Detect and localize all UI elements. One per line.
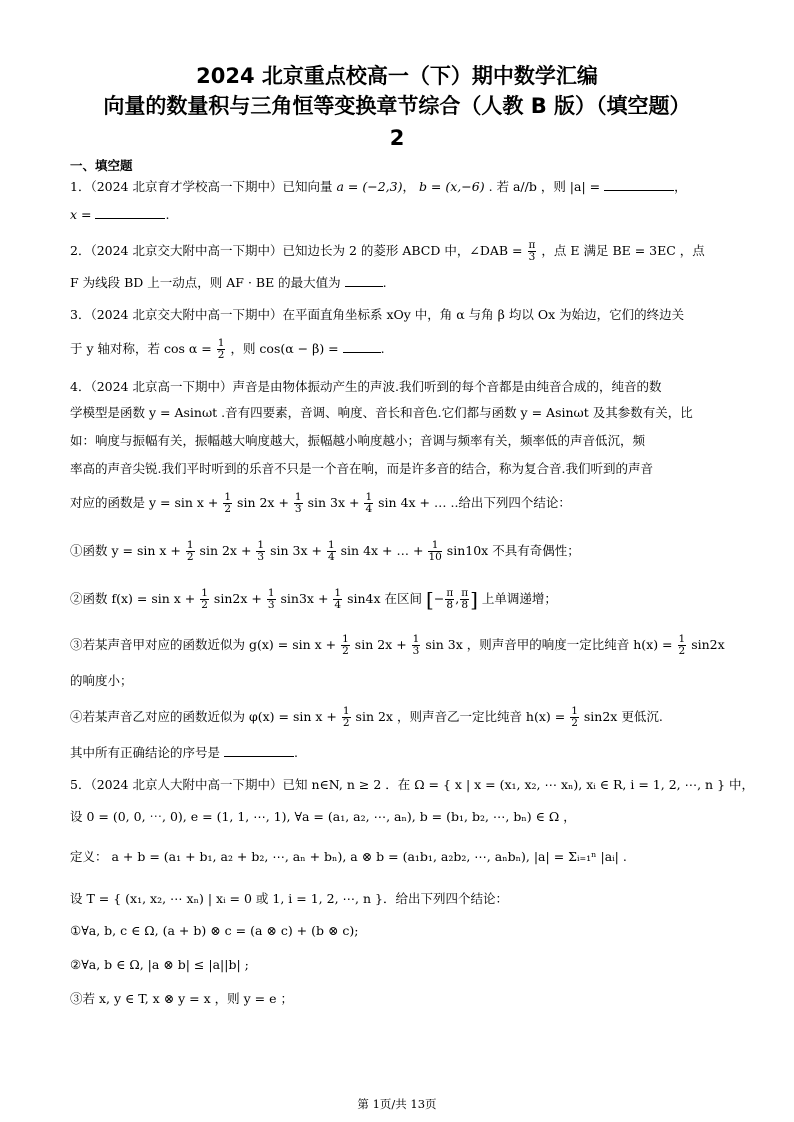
q4-c1-frac: $\frac{1}{3}$ bbox=[257, 539, 265, 563]
q1-x-label: x = bbox=[70, 207, 92, 222]
q4-c3-part: sin2x bbox=[691, 637, 725, 652]
question-3-line-2: 于 y 轴对称，若 cos α = $\frac{1}{2}$ ，则 cos(α − β) = . bbox=[70, 337, 385, 361]
q4-answer-blank[interactable] bbox=[224, 744, 294, 757]
q4-c2-part: sin4x 在区间 bbox=[347, 591, 423, 606]
q4-c3-frac: $\frac{1}{3}$ bbox=[412, 633, 420, 657]
q4-c4-frac: $\frac{1}{2}$ bbox=[571, 705, 578, 729]
question-5-line-1: 5．（2024 北京人大附中高一下期中）已知 n∈N, n ≥ 2 ．在 Ω = { x | x = (x₁, x₂, ⋯ xₙ), xᵢ ∈ R, i = 1, 2, ⋯, n } 中， bbox=[70, 777, 754, 792]
q4-c1-part: ①函数 y = sin x + bbox=[70, 543, 181, 558]
q4-frac-half: $\frac{1}{2}$ bbox=[224, 491, 232, 515]
q4-c1-frac: $\frac{1}{4}$ bbox=[327, 539, 335, 563]
q4-c2-frac: $\frac{1}{3}$ bbox=[267, 587, 275, 611]
q4-c2-part: ②函数 f(x) = sin x + bbox=[70, 591, 196, 606]
q4-conclusion-2: ②函数 f(x) = sin x + $\frac{1}{2}$ sin2x + $\frac{1}{3}$ sin3x + $\frac{1}{4}$ sin4x 在区间 [− $\frac{\pi}{8}$ , $\frac{\pi}{8}$ ] 上单调递增； bbox=[70, 587, 557, 612]
q4-c1-frac: $\frac{1}{2}$ bbox=[186, 539, 194, 563]
q1-vector-a: a = (−2,3) bbox=[336, 179, 403, 194]
question-2-line-1 bbox=[70, 240, 730, 263]
q4-c1-part: sin10x 不具有奇偶性； bbox=[446, 543, 580, 558]
q1-answer-blank-1[interactable] bbox=[604, 178, 674, 191]
q1-condition: . 若 a//b ，则 |a| = bbox=[488, 179, 601, 194]
q4-frac-third: $\frac{1}{3}$ bbox=[294, 491, 302, 515]
page-title-line3: 2 bbox=[389, 126, 405, 150]
q4-c1-part: sin 3x + bbox=[270, 543, 322, 558]
q4-func-part: 对应的函数是 y = sin x + bbox=[70, 495, 219, 510]
q4-c2-part: sin2x + bbox=[213, 591, 262, 606]
right-bracket: ] bbox=[470, 587, 478, 612]
question-4-line-5 bbox=[70, 492, 730, 515]
left-bracket: [ bbox=[426, 587, 434, 612]
q4-c2-part: 上单调递增； bbox=[481, 591, 557, 606]
q1-answer-blank-2[interactable] bbox=[95, 206, 165, 219]
q4-ask-text: 其中所有正确结论的序号是 bbox=[70, 745, 221, 760]
q4-interval-right: $\frac{\pi}{8}$ bbox=[461, 587, 469, 611]
question-1-line-1: 1．（2024 北京育才学校高一下期中）已知向量 a = (−2,3)， b = (x,−6) . 若 a//b ，则 |a| = ， bbox=[70, 179, 687, 194]
q3-text-a: 于 y 轴对称，若 cos α = bbox=[70, 341, 212, 356]
q4-c1-part: sin 2x + bbox=[199, 543, 252, 558]
question-5-line-3: 定义： a + b = (a₁ + b₁, a₂ + b₂, ⋯, aₙ + bₙ), a ⊗ b = (a₁b₁, a₂b₂, ⋯, aₙbₙ), |a| = Σᵢ₌₁ⁿ |aᵢ| . bbox=[70, 849, 627, 864]
q3-fraction: $\frac{1}{2}$ bbox=[217, 337, 225, 361]
q4-c3-frac: $\frac{1}{2}$ bbox=[342, 633, 349, 657]
q4-func-part: sin 4x + … ..给出下列四个结论： bbox=[378, 495, 571, 510]
q4-c4-part: ④若某声音乙对应的函数近似为 φ(x) = sin x + bbox=[70, 709, 337, 724]
question-4-line-1: 4．（2024 北京高一下期中）声音是由物体振动产生的声波.我们听到的每个音都是由纯音合成的，纯音的数 bbox=[70, 379, 662, 394]
q4-c4-frac: $\frac{1}{2}$ bbox=[342, 705, 350, 729]
page-title-line1: 2024 北京重点校高一（下）期中数学汇编 bbox=[196, 64, 598, 88]
q3-answer-blank[interactable] bbox=[343, 340, 381, 353]
q2-text-2: ，点 E 满足 BE = 3EC ，点 bbox=[541, 243, 705, 258]
q3-text-b: ，则 cos(α − β) = bbox=[230, 341, 339, 356]
question-3-line-1: 3．（2024 北京交大附中高一下期中）在平面直角坐标系 xOy 中，角 α 与角 β 均以 Ox 为始边，它们的终边关 bbox=[70, 307, 685, 322]
page-footer: 第 1页/共 13页 bbox=[357, 1097, 437, 1111]
q5-conclusion-2: ②∀a, b ∈ Ω, |a ⊗ b| ≤ |a||b| ; bbox=[70, 957, 249, 972]
q4-c3-part: ③若某声音甲对应的函数近似为 g(x) = sin x + bbox=[70, 637, 337, 652]
q2-text-3: F 为线段 BD 上一动点，则 AF · BE 的最大值为 bbox=[70, 275, 341, 290]
q5-conclusion-1: ①∀a, b, c ∈ Ω, (a + b) ⊗ c = (a ⊗ c) + (b ⊗ c); bbox=[70, 923, 359, 938]
q2-angle-fraction: $\frac{\pi}{3}$ bbox=[528, 239, 536, 263]
q2-answer-blank[interactable] bbox=[345, 274, 383, 287]
q4-c3-frac: $\frac{1}{2}$ bbox=[678, 633, 686, 657]
question-1-line-2: x = . bbox=[70, 207, 170, 222]
q4-c1-frac: $\frac{1}{10}$ bbox=[428, 539, 442, 563]
question-2-line-2: F 为线段 BD 上一动点，则 AF · BE 的最大值为 . bbox=[70, 275, 387, 290]
q4-c4-part: sin 2x ，则声音乙一定比纯音 h(x) = bbox=[355, 709, 566, 724]
question-4-line-3: 如：响度与振幅有关，振幅越大响度越大，振幅越小响度越小；音调与频率有关，频率低的声音低沉，频 bbox=[70, 433, 646, 448]
q4-conclusion-3 bbox=[70, 634, 730, 657]
q4-conclusion-3-cont: 的响度小； bbox=[70, 673, 133, 688]
q4-conclusion-4 bbox=[70, 706, 730, 729]
page-title-line2: 向量的数量积与三角恒等变换章节综合（人教 B 版）（填空题） bbox=[103, 94, 691, 118]
q1-vector-b: b = (x,−6) bbox=[418, 179, 485, 194]
question-4-line-2: 学模型是函数 y = Asinωt .音有四要素，音调、响度、音长和音色.它们都与函数 y = Asinωt 及其参数有关，比 bbox=[70, 405, 693, 420]
q5-conclusion-3: ③若 x, y ∈ T, x ⊗ y = x ，则 y = e ； bbox=[70, 991, 293, 1006]
q4-frac-quarter: $\frac{1}{4}$ bbox=[365, 491, 373, 515]
question-5-line-4: 设 T = { (x₁, x₂, ⋯ xₙ) | xᵢ = 0 或 1, i = 1, 2, ⋯, n }．给出下列四个结论： bbox=[70, 891, 508, 906]
minus-sign: − bbox=[433, 591, 445, 606]
q4-ask: 其中所有正确结论的序号是 . bbox=[70, 745, 298, 760]
question-5-line-2: 设 0 = (0, 0, ⋯, 0), e = (1, 1, ⋯, 1), ∀a = (a₁, a₂, ⋯, aₙ), b = (b₁, b₂, ⋯, bₙ) ∈ Ω ， bbox=[70, 809, 576, 824]
q4-c3-part: sin 3x ，则声音甲的响度一定比纯音 h(x) = bbox=[425, 637, 673, 652]
q2-text-1: 2．（2024 北京交大附中高一下期中）已知边长为 2 的菱形 ABCD 中，∠DAB = bbox=[70, 243, 523, 258]
q4-func-part: sin 3x + bbox=[307, 495, 360, 510]
section-heading: 一、填空题 bbox=[70, 158, 133, 173]
q4-c4-part: sin2x 更低沉. bbox=[583, 709, 663, 724]
q4-interval-left: $\frac{\pi}{8}$ bbox=[446, 587, 454, 611]
q4-c2-frac: $\frac{1}{2}$ bbox=[201, 587, 208, 611]
q4-c2-frac: $\frac{1}{4}$ bbox=[334, 587, 342, 611]
q1-source: 1．（2024 北京育才学校高一下期中）已知向量 bbox=[70, 179, 333, 194]
q4-conclusion-1 bbox=[70, 540, 730, 563]
question-4-line-4: 率高的声音尖锐.我们平时听到的乐音不只是一个音在响，而是许多音的结合，称为复合音.我们听到的声音 bbox=[70, 461, 653, 476]
q4-c2-part: sin3x + bbox=[280, 591, 329, 606]
q4-c3-part: sin 2x + bbox=[354, 637, 407, 652]
q4-func-part: sin 2x + bbox=[237, 495, 289, 510]
q4-c1-part: sin 4x + … + bbox=[340, 543, 424, 558]
